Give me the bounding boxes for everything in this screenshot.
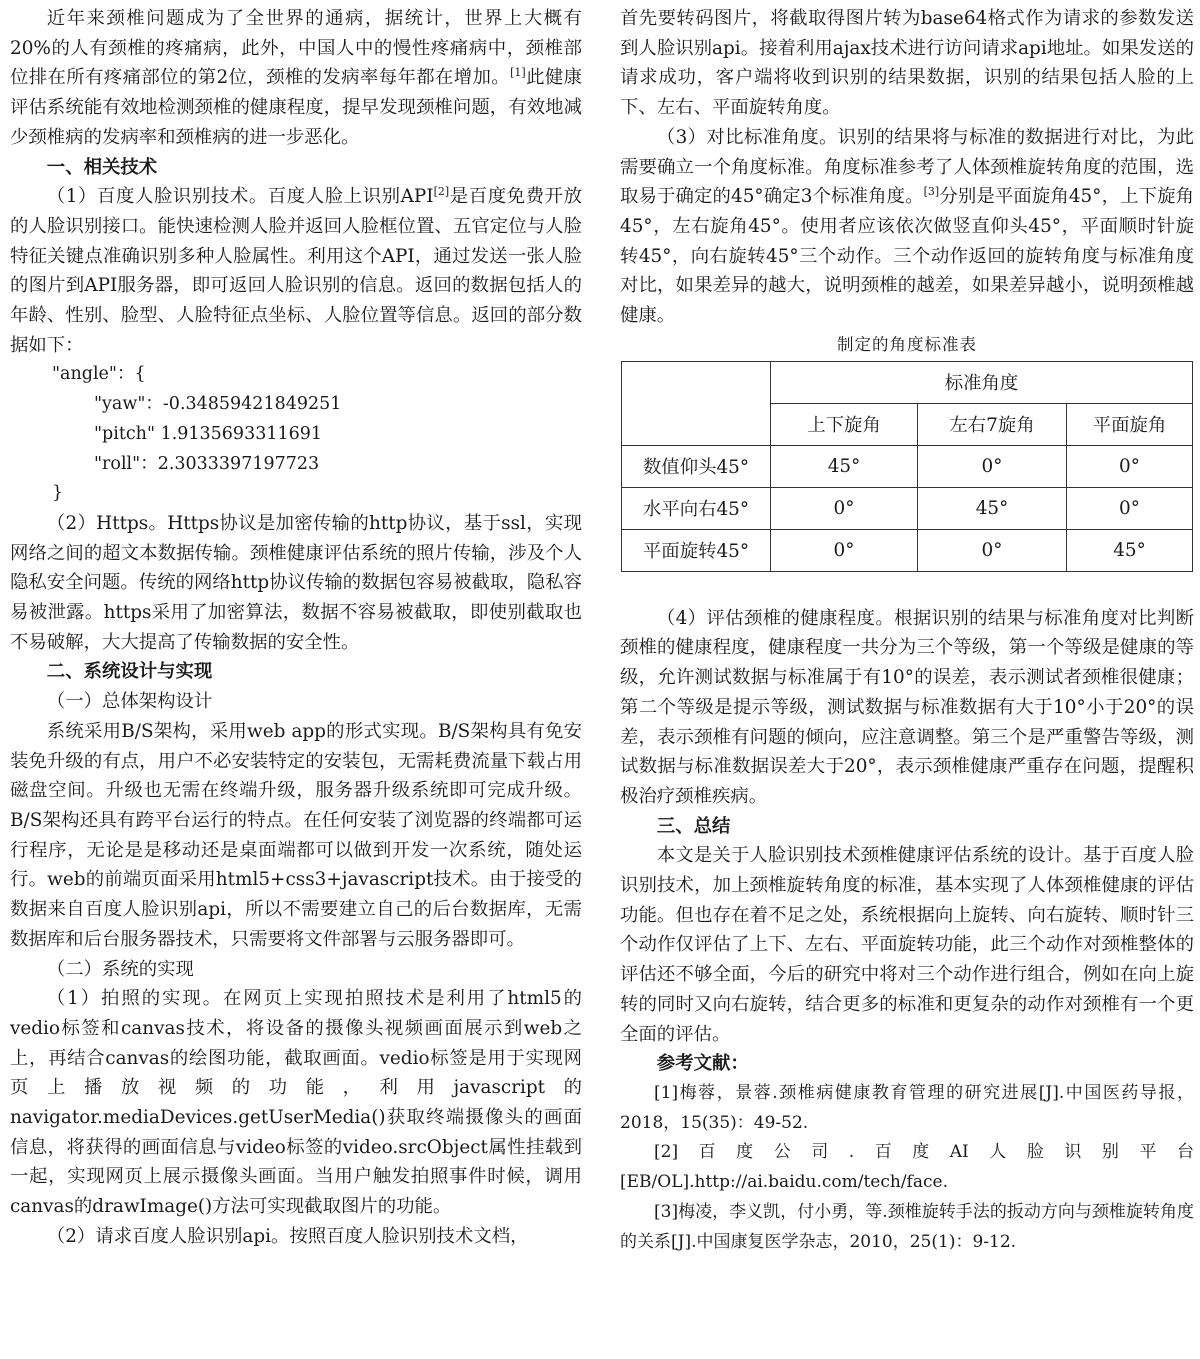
- section-heading-related-tech: 一、相关技术: [46, 156, 158, 178]
- reference-item: [1]梅蓉，景蓉.颈椎病健康教育管理的研究进展[J].中国医药导报，2018，15(35)：49-52.: [620, 1082, 1194, 1133]
- table-cell: 45°: [918, 487, 1067, 529]
- left-column: [10, 4, 582, 1252]
- code-line: "yaw"：-0.34859421849251: [94, 394, 342, 415]
- paragraph-baidu-face: [10, 182, 582, 360]
- table-cell: 45°: [1067, 529, 1193, 571]
- citation-3: [3]: [923, 185, 940, 199]
- subsection-heading-implementation: （二）系统的实现: [46, 958, 194, 980]
- paragraph-request-api-cont: 首先要转码图片，将截取得图片转为base64格式作为请求的参数发送到人脸识别api。接着利用ajax技术进行访问请求api地址。如果发送的请求成功，客户端将收到识别的结果数据，识别的结果包括人脸的上下、左右、平面旋转角度。: [620, 8, 1194, 119]
- citation-1: [1]: [510, 66, 526, 80]
- paragraph-summary: 本文是关于人脸识别技术颈椎健康评估系统的设计。基于百度人脸识别技术，加上颈椎旋转角度的标准，基本实现了人体颈椎健康的评估功能。但也存在着不足之处，系统根据向上旋转、向右旋转、顺时针三个动作仅评估了上下、左右、平面旋转功能，此三个动作对颈椎整体的评估还不够全面，今后的研究中将对三个动作进行组合，例如在向上旋转的同时又向右旋转，结合更多的标准和更复杂的动作对颈椎有一个更全面的评估。: [620, 845, 1194, 1045]
- table-col-header: 左右7旋角: [918, 403, 1067, 445]
- table-row-label: 平面旋转45°: [622, 529, 771, 571]
- paragraph-photo: （1）拍照的实现。在网页上实现拍照技术是利用了html5的vedio标签和canvas技术，将设备的摄像头视频画面展示到web之上，再结合canvas的绘图功能，截取画面。vedio标签是用于实现网页上播放视频的功能，利用javascript的navigator.mediaDevices.getUserMedia()获取终端摄像头的画面信息，将获得的画面信息与video标签的video.srcObject属性挂载到一起，实现网页上展示摄像头画面。当用户触发拍照事件时候，调用canvas的drawImage()方法可实现截取图片的功能。: [10, 988, 582, 1218]
- code-snippet: [10, 360, 582, 509]
- paragraph-request-api: （2）请求百度人脸识别api。按照百度人脸识别技术文档，: [46, 1225, 529, 1247]
- table-cell: 45°: [771, 445, 918, 487]
- spacer: [620, 572, 1194, 604]
- paragraph-compare-angle: [620, 123, 1194, 331]
- reference-item: [3]梅凌，李义凯，付小勇，等.颈椎旋转手法的扳动方向与颈椎旋转角度的关系[J].中国康复医学杂志，2010，25(1)：9-12.: [620, 1201, 1194, 1252]
- table-cell-empty: [622, 361, 771, 403]
- table-row: [622, 487, 1193, 529]
- table-cell: 0°: [918, 529, 1067, 571]
- compare-angle-text: （3）对比标准角度。识别的结果将与标准的数据进行对比，为此需要确立一个角度标准。角度标准参考了人体颈椎旋转角度的范围，选取易于确定的45°确定3个标准角度。: [620, 126, 1194, 208]
- table-cell: 0°: [1067, 445, 1193, 487]
- section-heading-design: 二、系统设计与实现: [46, 661, 213, 683]
- table-cell: 0°: [771, 487, 918, 529]
- compare-angle-text-cont: 分别是平面旋角45°，上下旋角45°，左右旋角45°。使用者应该依次做竖直仰头45°，平面顺时针旋转45°，向右旋转45°三个动作。三个动作返回的旋转角度与标准角度对比，如果差异的越大，说明颈椎的越差，如果差异越小，说明颈椎越健康。: [620, 186, 1194, 327]
- intro-text-end: 此健康评估系统能有效地检测颈椎的健康程度，提早发现颈椎问题，有效地减少颈椎病的发病率和颈椎病的进一步恶化。: [10, 67, 582, 148]
- reference-item: [2]百度公司.百度AI人脸识别平台[EB/OL].http://ai.baidu.com/tech/face.: [620, 1142, 1194, 1193]
- references-heading: 参考文献：: [656, 1053, 749, 1075]
- table-cell: 0°: [771, 529, 918, 571]
- table-row-label: 数值仰头45°: [622, 445, 771, 487]
- section-heading-summary: 三、总结: [656, 815, 731, 837]
- table-col-header: 平面旋角: [1067, 403, 1193, 445]
- table-col-header: 上下旋角: [771, 403, 918, 445]
- table-row: [622, 361, 1193, 403]
- paragraph-architecture: 系统采用B/S架构，采用web app的形式实现。B/S架构具有免安装免升级的有点，用户不必安装特定的安装包，无需耗费流量下载占用磁盘空间。升级也无需在终端升级，服务器升级系统即可完成升级。B/S架构还具有跨平台运行的特点。在任何安装了浏览器的终端都可运行程序，无论是是移动还是桌面端都可以做到开发一次系统，随处运行。web的前端页面采用html5+css3+javascript技术。由于接受的数据来自百度人脸识别api，所以不需要建立自己的后台数据库，无需数据库和后台服务器技术，只需要将文件部署与云服务器即可。: [10, 720, 582, 950]
- subsection-heading-architecture: （一）总体架构设计: [46, 691, 213, 713]
- baidu-face-text-cont: 是百度免费开放的人脸识别接口。能快速检测人脸并返回人脸框位置、五官定位与人脸特征关键点准确识别多种人脸属性。利用这个API，通过发送一张人脸的图片到API服务器，即可返回人脸识别的信息。返回的数据包括人的年龄、性别、脸型、人脸特征点坐标、人脸位置等信息。返回的部分数据如下：: [10, 186, 582, 356]
- table-header-standard-angle: 标准角度: [771, 361, 1193, 403]
- code-line: "roll"：2.3033397197723: [94, 453, 320, 474]
- table-cell-empty: [622, 403, 771, 445]
- right-column: [620, 4, 1194, 1257]
- table-row-label: 水平向右45°: [622, 487, 771, 529]
- table-caption: 制定的角度标准表: [837, 334, 977, 354]
- angle-standard-table: [621, 361, 1193, 572]
- table-row: [622, 403, 1193, 445]
- code-line: "angle"：{: [52, 364, 146, 385]
- citation-2: [2]: [433, 185, 450, 199]
- table-row: [622, 529, 1193, 571]
- paragraph-https: （2）Https。Https协议是加密传输的http协议，基于ssl，实现网络之间的超文本数据传输。颈椎健康评估系统的照片传输，涉及个人隐私安全问题。传统的网络http协议传输的数据包容易被截取，隐私容易被泄露。https采用了加密算法，数据不容易被截取，即使别截取也不易破解，大大提高了传输数据的安全性。: [10, 512, 582, 653]
- code-line: "pitch" 1.9135693311691: [94, 423, 323, 444]
- baidu-face-text: （1）百度人脸识别技术。百度人脸上识别API: [46, 186, 434, 208]
- code-line: }: [52, 483, 64, 504]
- intro-paragraph: [10, 4, 582, 153]
- table-cell: 0°: [918, 445, 1067, 487]
- intro-text: 近年来颈椎问题成为了全世界的通病，据统计，世界上大概有20%的人有颈椎的疼痛病，此外，中国人中的慢性疼痛病中，颈椎部位排在所有疼痛部位的第2位，颈椎的发病率每年都在增加。: [10, 8, 582, 89]
- table-cell: 0°: [1067, 487, 1193, 529]
- table-row: [622, 445, 1193, 487]
- paragraph-evaluate: （4）评估颈椎的健康程度。根据识别的结果与标准角度对比判断颈椎的健康程度，健康程度一共分为三个等级，第一个等级是健康的等级，允许测试数据与标准属于有10°的误差，表示测试者颈椎很健康；第二个等级是提示等级，测试数据与标准数据有大于10°小于20°的误差，表示颈椎有问题的倾向，应注意调整。第三个是严重警告等级，测试数据与标准数据误差大于20°，表示颈椎健康严重存在问题，提醒积极治疗颈椎疾病。: [620, 607, 1194, 807]
